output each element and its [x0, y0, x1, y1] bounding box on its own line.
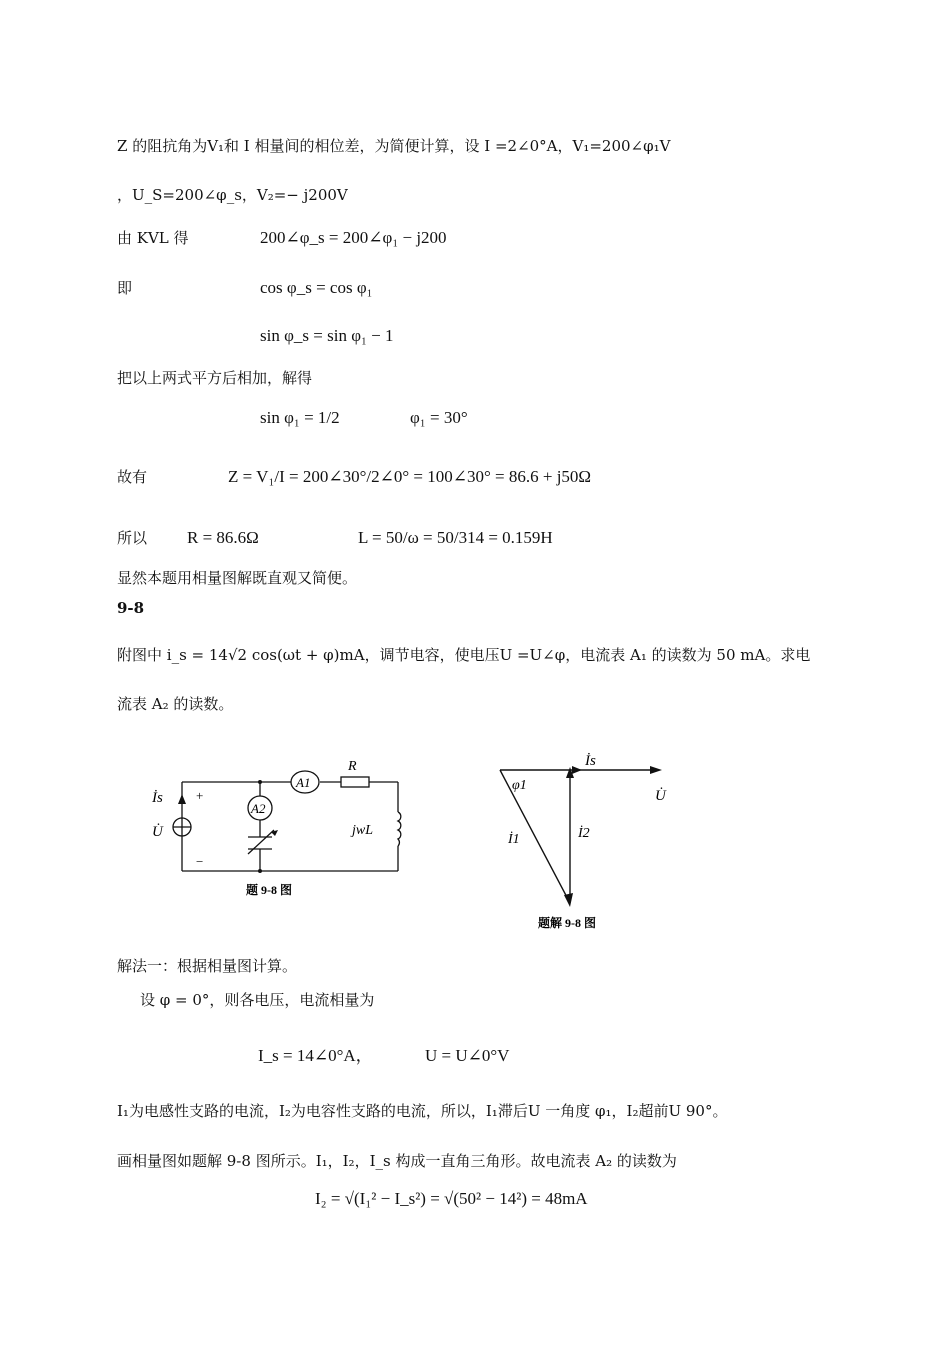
- voltage-equation: U = U∠0°V: [425, 1046, 510, 1065]
- line-1-text: Z 的阻抗角为V₁和 I 相量间的相位差，为简便计算，设 I =2∠0°A，V₁=200∠φ₁V: [117, 137, 671, 155]
- line-2-text: ，U_S=200∠φ_s，V₂=− j200V: [117, 186, 348, 204]
- fig1-plus-label: +: [196, 788, 204, 803]
- phasor-figure: [490, 745, 690, 935]
- inductance-equation: L = 50/ω = 50/314 = 0.159H: [358, 528, 553, 547]
- kvl-label: 由 KVL 得: [117, 229, 189, 247]
- problem-number: 9-8: [117, 599, 145, 617]
- fig1-minus-label: −: [196, 854, 204, 869]
- source-current-equation: I_s = 14∠0°A，: [258, 1046, 373, 1065]
- circuit-figure: [140, 750, 420, 900]
- sin-equation: sin φ_s = sin φ₁ − 1: [260, 326, 394, 345]
- text-line-3: [117, 228, 189, 248]
- text-line-17: I₁为电感性支路的电流，I₂为电容性支路的电流，所以，I₁滞后U 一角度 φ₁，I₂超前U 90°。: [117, 1102, 728, 1120]
- text-line-14: 解法一：根据相量图计算。: [117, 957, 298, 975]
- fig2-i2-label: İ2: [578, 826, 590, 841]
- fig2-caption: 题解 9-8 图: [538, 916, 596, 930]
- text-line-2: [117, 185, 348, 205]
- sin-phi1-equation: sin φ₁ = 1/2: [260, 408, 340, 427]
- text-line-1: [117, 136, 670, 156]
- text-line-9: 所以: [117, 529, 148, 547]
- fig1-caption: 题 9-8 图: [246, 883, 292, 897]
- fig2-phi1-label: φ1: [512, 778, 527, 793]
- fig1-u-label: U̇: [152, 824, 163, 840]
- text-line-18: 画相量图如题解 9-8 图所示。I₁，I₂，I_s 构成一直角三角形。故电流表 A₂ 的读数为: [117, 1152, 677, 1170]
- text-line-4: [117, 278, 132, 298]
- cos-equation: cos φ_s = cos φ₁: [260, 278, 373, 297]
- fig1-r-label: R: [348, 759, 357, 774]
- text-line-12: 附图中 i_s = 14√2 cos(ωt + φ)mA，调节电容，使电压U =U∠φ，电流表 A₁ 的读数为 50 mA。求电: [117, 646, 811, 664]
- resistance-equation: R = 86.6Ω: [187, 528, 259, 547]
- kvl-equation: 200∠φ_s = 200∠φ₁ − j200: [260, 228, 447, 247]
- ji-label: 即: [117, 279, 133, 297]
- phi1-value: φ₁ = 30°: [410, 408, 468, 427]
- text-line-8: 故有: [117, 468, 148, 486]
- fig2-is-label: İs: [585, 753, 596, 769]
- impedance-equation: Z = V₁/I = 200∠30°/2∠0° = 100∠30° = 86.6 + j50Ω: [228, 467, 592, 486]
- fig1-a1-label: A1: [296, 775, 311, 790]
- fig2-i1-label: İ1: [508, 832, 520, 847]
- fig1-a2-label: A2: [251, 801, 266, 816]
- text-line-10: 显然本题用相量图解既直观又简便。: [117, 569, 358, 587]
- text-line-15: 设 φ = 0°，则各电压，电流相量为: [140, 991, 375, 1009]
- result-equation: I₂ = √(I₁² − I_s²) = √(50² − 14²) = 48mA: [315, 1189, 588, 1208]
- text-line-13: 流表 A₂ 的读数。: [117, 695, 234, 713]
- text-line-6: 把以上两式平方后相加，解得: [117, 369, 313, 387]
- fig1-jwl-label: jwL: [352, 823, 374, 838]
- fig2-u-label: U̇: [655, 788, 666, 804]
- fig1-is-label: İs: [152, 790, 163, 806]
